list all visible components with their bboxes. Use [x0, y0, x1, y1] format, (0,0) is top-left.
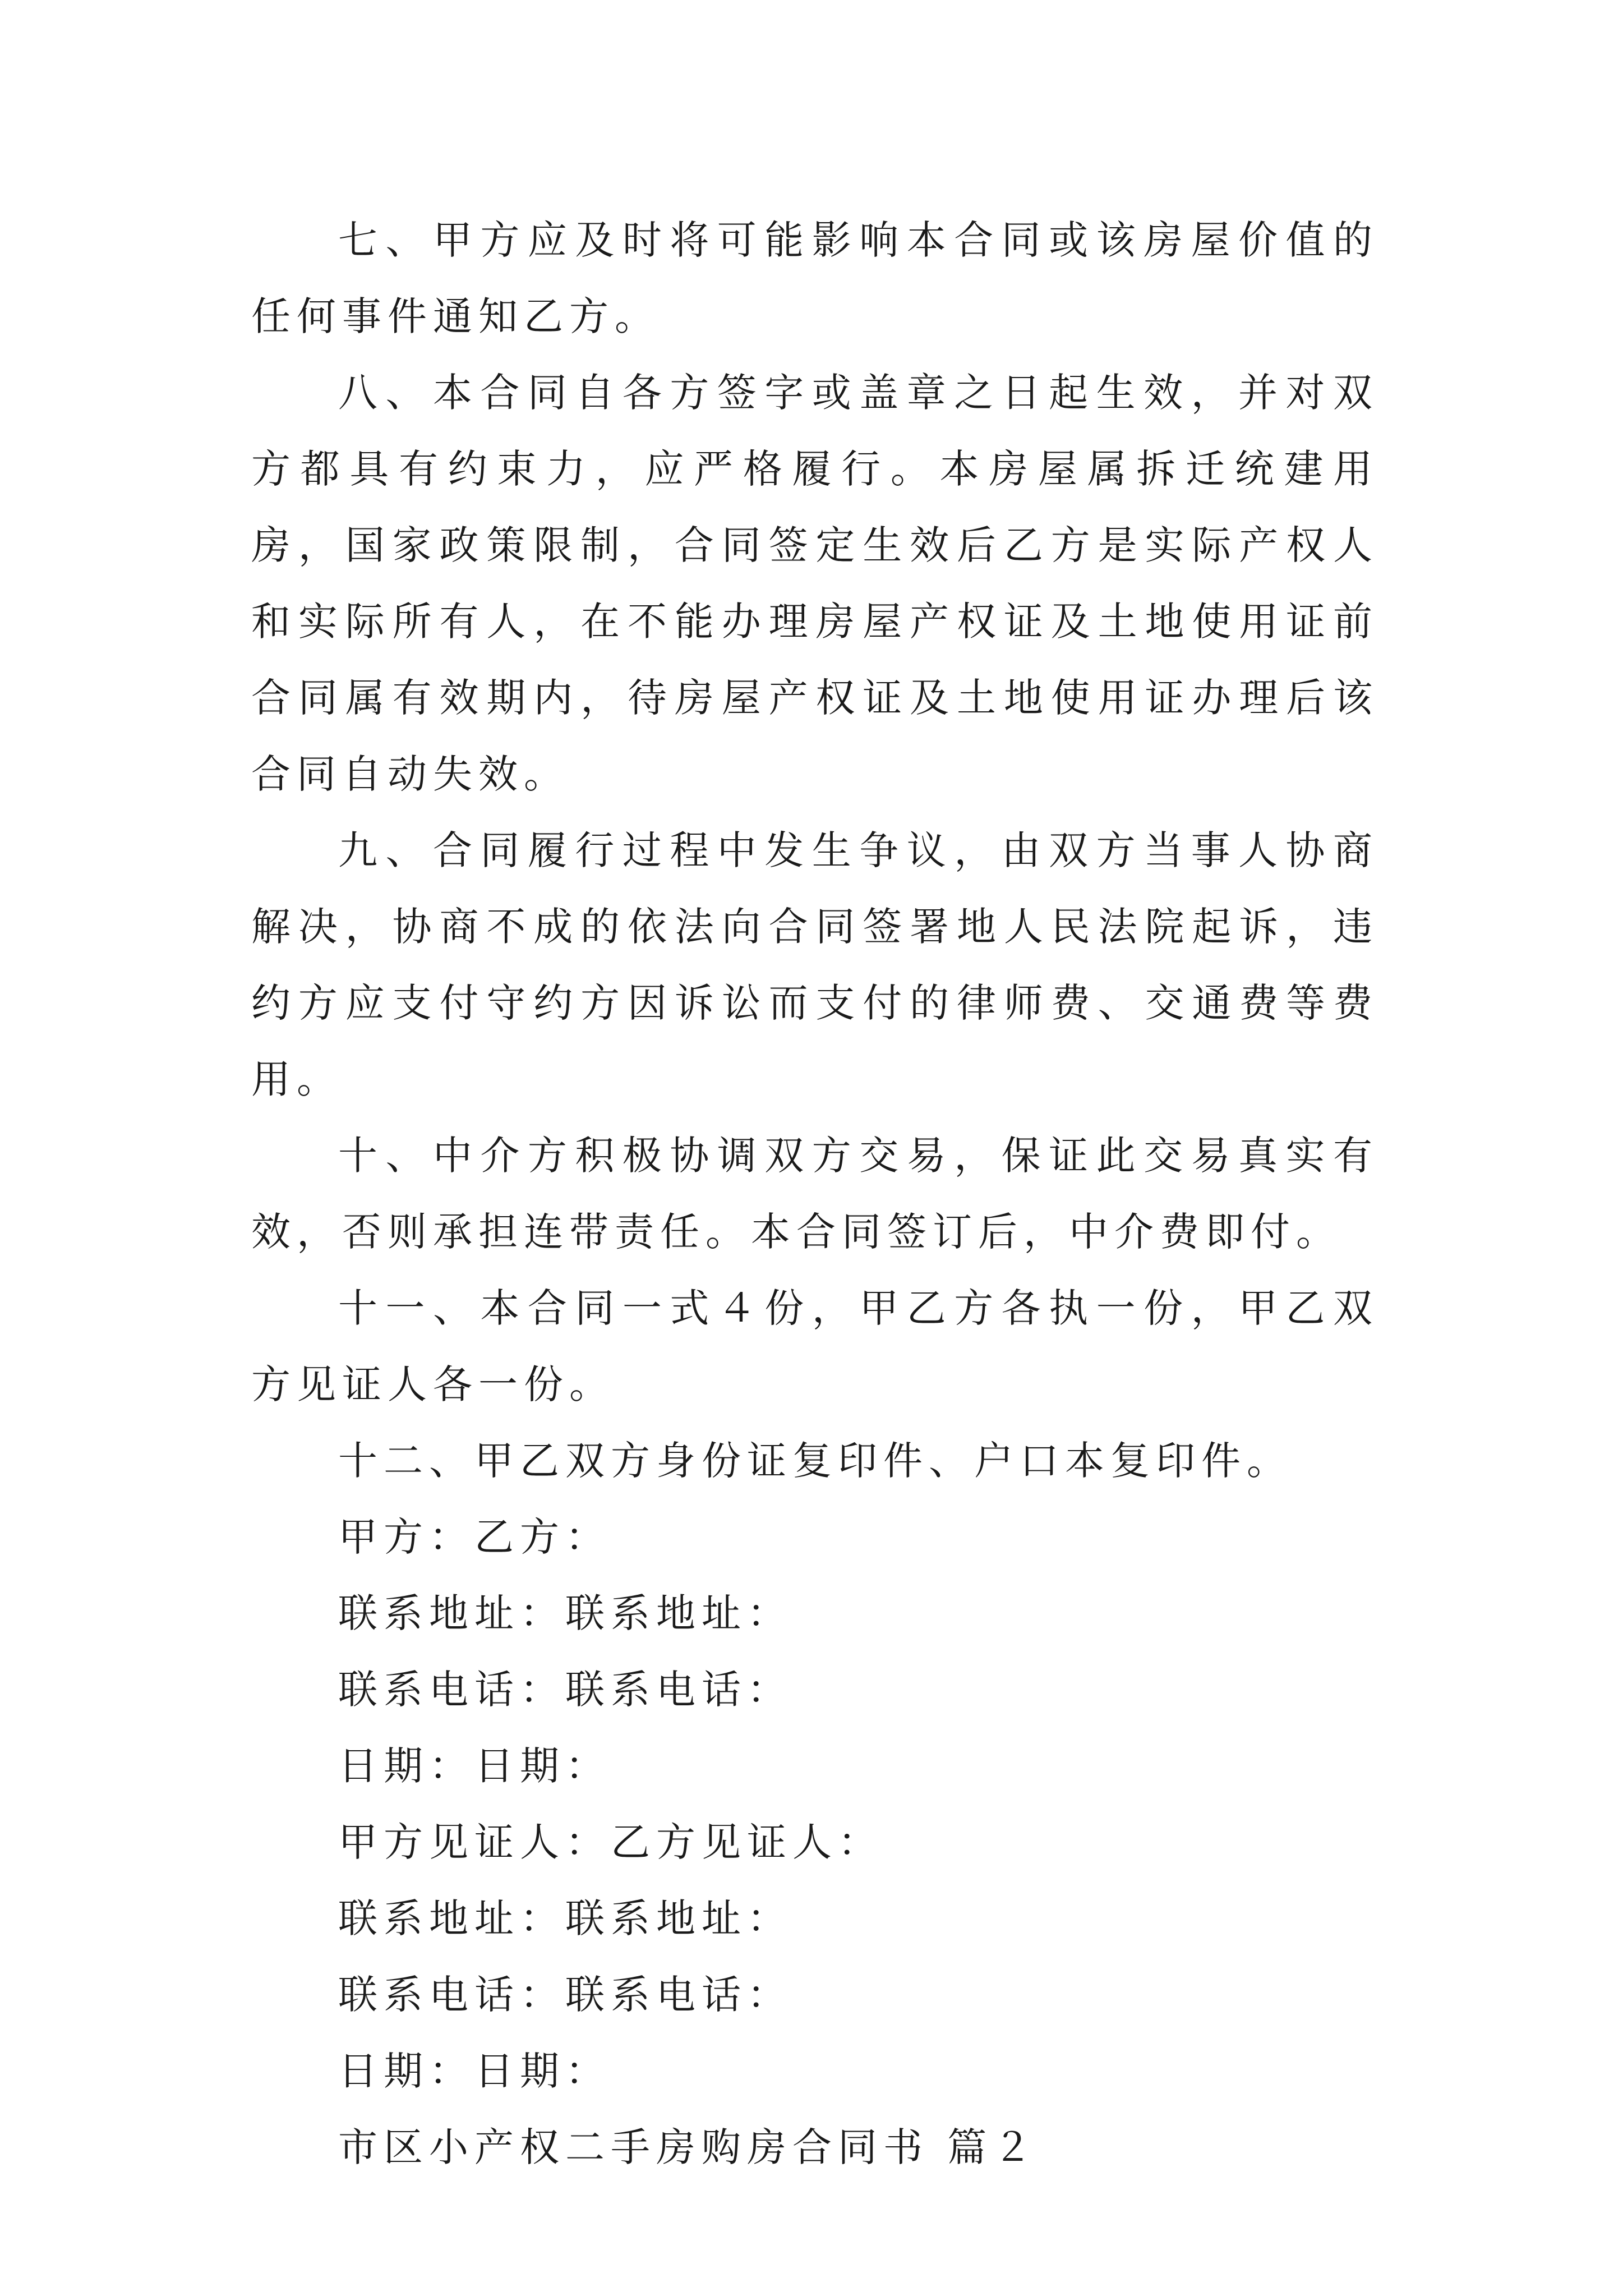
party-address-line: 联系地址：联系地址：: [338, 1590, 792, 1636]
party-phone-line: 联系电话：联系电话：: [338, 1667, 792, 1713]
clause-10: 十、中介方积极协调双方交易，保证此交易真实有效，否则承担连带责任。本合同签订后，中介费即付。: [251, 1133, 1378, 1255]
clause-9: 九、合同履行过程中发生争议，由双方当事人协商解决，协商不成的依法向合同签署地人民法院起诉，违约方应支付守约方因诉讼而支付的律师费、交通费等费用。: [251, 827, 1378, 1102]
witness-line: 甲方见证人：乙方见证人：: [338, 1819, 883, 1865]
clause-7: 七、甲方应及时将可能影响本合同或该房屋价值的任何事件通知乙方。: [251, 217, 1378, 339]
party-line: 甲方：乙方：: [338, 1514, 611, 1560]
section-heading: 市区小产权二手房购房合同书 篇２: [338, 2124, 1039, 2170]
contract-body: [251, 202, 1378, 2185]
witness-phone-line: 联系电话：联系电话：: [338, 1972, 792, 2018]
witness-address-line: 联系地址：联系地址：: [338, 1895, 792, 1941]
party-date-line: 日期：日期：: [338, 1743, 611, 1789]
clause-8: 八、本合同自各方签字或盖章之日起生效，并对双方都具有约束力，应严格履行。本房屋属拆迁统建用房，国家政策限制，合同签定生效后乙方是实际产权人和实际所有人，在不能办理房屋产权证及土地使用证前合同属有效期内，待房屋产权证及土地使用证办理后该合同自动失效。: [251, 370, 1378, 797]
clause-12: 十二、甲乙双方身份证复印件、户口本复印件。: [338, 1438, 1292, 1484]
clause-11: 十一、本合同一式４份，甲乙方各执一份，甲乙双方见证人各一份。: [251, 1285, 1378, 1407]
witness-date-line: 日期：日期：: [338, 2048, 611, 2094]
